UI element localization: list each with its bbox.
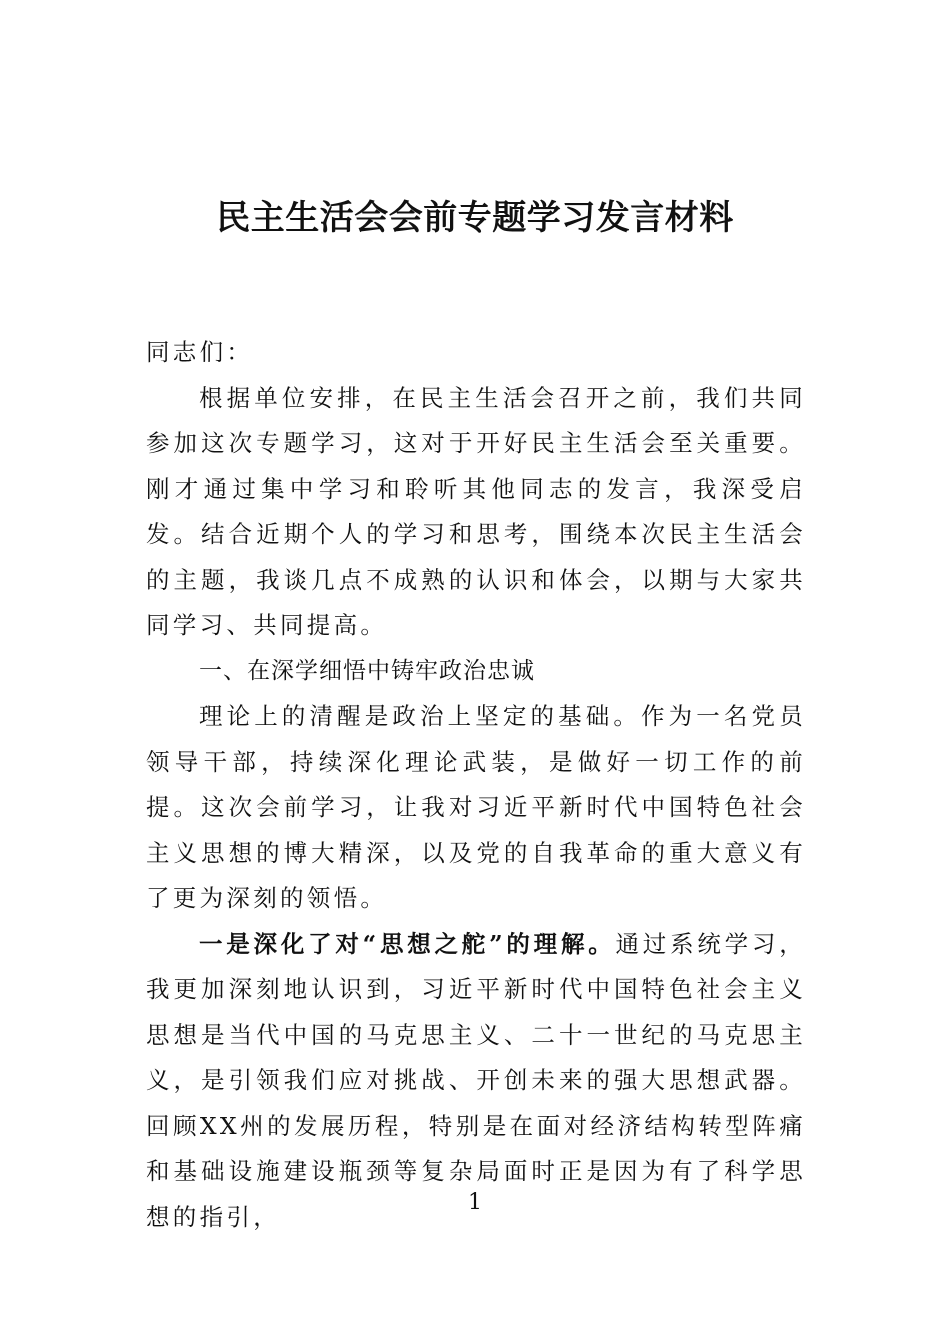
- document-title: 民主生活会会前专题学习发言材料: [216, 198, 734, 238]
- intro-paragraph: 根据单位安排，在民主生活会召开之前，我们共同参加这次专题学习，这对于开好民主生活会至关重要。刚才通过集中学习和聆听其他同志的发言，我深受启发。结合近期个人的学习和思考，围绕本次民主生活会的主题，我谈几点不成熟的认识和体会，以期与大家共同学习、共同提高。: [146, 383, 806, 639]
- document-body: [146, 330, 806, 1240]
- page-number: 1: [468, 1190, 482, 1215]
- salutation: 同志们：: [146, 338, 254, 366]
- section-paragraph: 理论上的清醒是政治上坚定的基础。作为一名党员领导干部，持续深化理论武装，是做好一切工作的前提。这次会前学习，让我对习近平新时代中国特色社会主义思想的博大精深，以及党的自我革命的重大意义有了更为深刻的领悟。: [146, 702, 806, 912]
- point-lead: 一是深化了对“思想之舵”的理解。: [199, 929, 616, 958]
- section-heading: 一、在深学细悟中铸牢政治忠诚: [199, 657, 535, 684]
- point-text: 通过系统学习，我更加深刻地认识到，习近平新时代中国特色社会主义思想是当代中国的马克思主义、二十一世纪的马克思主义，是引领我们应对挑战、开创未来的强大思想武器。回顾XX州的发展历程，特别是在面对经济结构转型阵痛和基础设施建设瓶颈等复杂局面时正是因为有了科学思想的指引，: [146, 929, 806, 1231]
